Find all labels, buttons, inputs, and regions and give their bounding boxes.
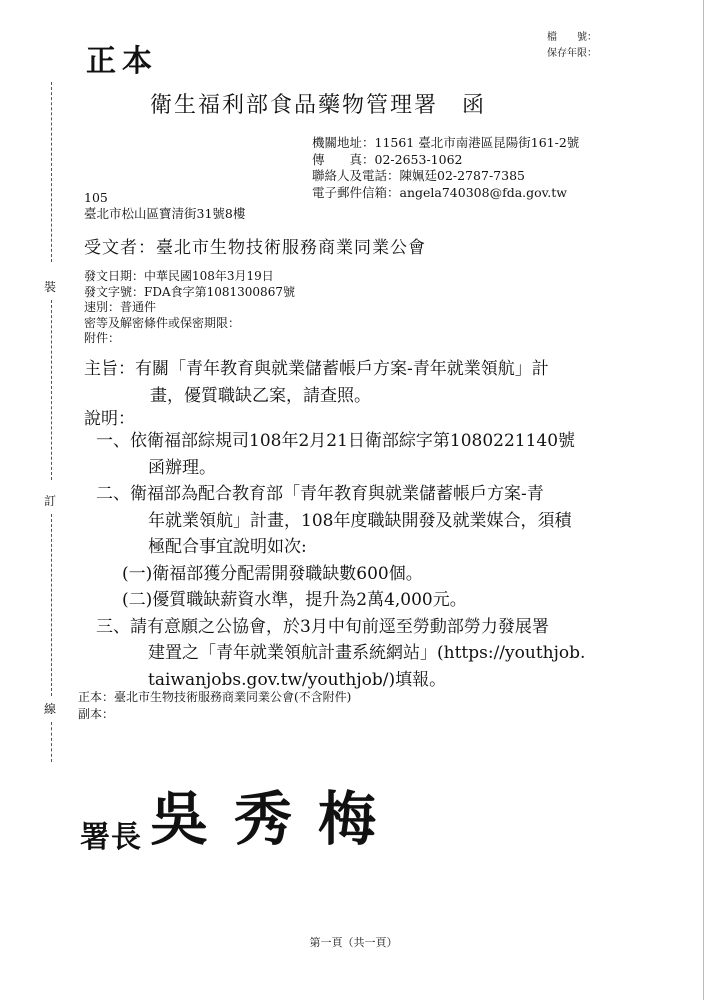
binding-mark-zhuang: 裝: [44, 280, 57, 294]
contact-email: 電子郵件信箱：angela740308@fda.gov.tw: [312, 184, 567, 200]
distribution-list: [78, 689, 351, 723]
file-number-label: 檔 號：: [547, 32, 597, 43]
original-recipient: 正本：臺北市生物技術服務商業同業公會(不含附件): [78, 690, 352, 704]
explanation-item-2-line-1: 二、衛福部為配合教育部「青年教育與就業儲蓄帳戶方案-青: [96, 484, 544, 504]
explanation-item-2-sub-2: (二)優質職缺薪資水準，提升為2萬4,000元。: [122, 590, 467, 610]
agency-address: 機關地址：11561 臺北市南港區昆陽街161-2號: [312, 135, 580, 150]
document-meta: [84, 269, 295, 347]
secrecy-level: 密等及解密條件或保密期限：: [84, 315, 241, 330]
contact-block: [312, 135, 579, 201]
binding-dash-line: [51, 82, 52, 262]
delivery-speed: 速別：普通件: [84, 300, 157, 314]
explanation-item-3-line-2: 建置之「青年就業領航計畫系統網站」(https://youthjob.: [148, 643, 586, 663]
binding-dash-line: [51, 300, 52, 480]
binding-dash-line: [51, 722, 52, 762]
recipient-line: 受文者：臺北市生物技術服務商業同業公會: [84, 238, 426, 258]
fax-number: 傳 真：02-2653-1062: [312, 151, 463, 167]
explanation-body: [96, 428, 585, 693]
director-name: 吳秀梅: [150, 785, 403, 853]
retention-period-label: 保存年限：: [547, 48, 597, 59]
subject-block: [84, 356, 549, 410]
subject-line-1: 主旨：有關「青年教育與就業儲蓄帳戶方案-青年就業領航」計: [84, 359, 549, 379]
agency-title: 衛生福利部食品藥物管理署 函: [150, 93, 487, 118]
recipient-mailing-address: [84, 190, 245, 222]
attachment-label: 附件：: [84, 331, 121, 345]
page-footer: 第一頁（共一頁）: [309, 936, 398, 949]
subject-line-2: 畫，優質職缺乙案，請查照。: [150, 386, 371, 406]
scan-edge-line: [703, 0, 704, 1000]
postal-code: 105: [84, 190, 108, 205]
director-title: 署長: [80, 820, 142, 855]
explanation-heading: 說明：: [84, 409, 135, 429]
binding-mark-ding: 訂: [44, 494, 57, 508]
explanation-item-3-line-3: taiwanjobs.gov.tw/youthjob/)填報。: [148, 669, 447, 690]
copy-recipient: 副本：: [78, 707, 115, 721]
issue-date: 發文日期：中華民國108年3月19日: [84, 269, 274, 283]
binding-dash-line: [51, 514, 52, 696]
explanation-item-1-line-1: 一、依衛福部綜規司108年2月21日衛部綜字第1080221140號: [96, 431, 576, 451]
explanation-item-2-sub-1: (一)衛福部獲分配需開發職缺數600個。: [122, 563, 423, 584]
explanation-item-1-line-2: 函辦理。: [148, 457, 216, 478]
director-signature-seal: [80, 772, 402, 856]
document-number: 發文字號：FDA食字第1081300867號: [84, 284, 295, 299]
street-address: 臺北市松山區寶清街31號8樓: [84, 206, 246, 221]
binding-mark-xian: 線: [44, 702, 57, 716]
explanation-item-3-line-1: 三、請有意願之公協會，於3月中旬前逕至勞動部勞力發展署: [96, 616, 549, 637]
file-info: [547, 30, 597, 62]
explanation-item-2-line-2: 年就業領航」計畫，108年度職缺開發及就業媒合，須積: [148, 510, 572, 531]
explanation-item-2-line-3: 極配合事宜說明如次:: [148, 537, 307, 557]
contact-person-phone: 聯絡人及電話：陳姵廷02-2787-7385: [312, 168, 525, 183]
original-copy-mark: 正本: [86, 44, 158, 79]
binding-margin: [42, 82, 62, 762]
